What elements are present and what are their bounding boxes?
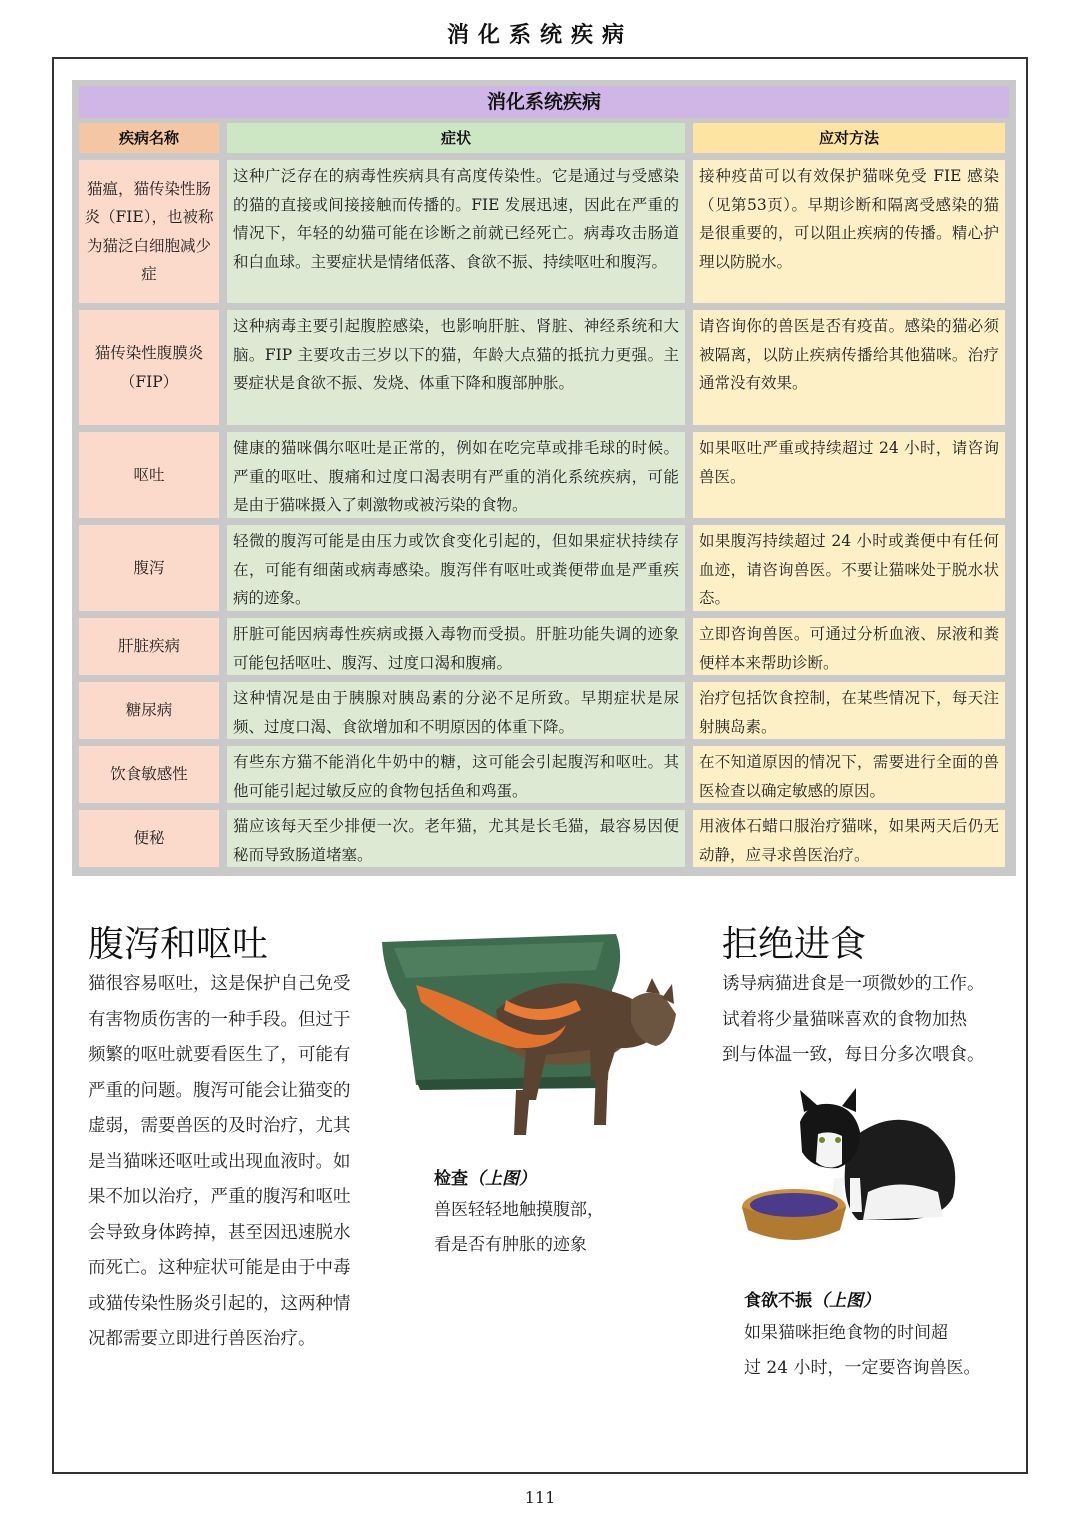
action-cell: 用液体石蜡口服治疗猫咪，如果两天后仍无动静，应寻求兽医治疗。 <box>693 810 1005 867</box>
refusing-food-text <box>722 967 1022 1074</box>
action-cell: 在不知道原因的情况下，需要进行全面的兽医检查以确定敏感的原因。 <box>693 746 1005 803</box>
disease-name-cell: 猫瘟，猫传染性肠炎（FIE），也被称为猫泛白细胞减少症 <box>79 160 219 303</box>
disease-name-cell: 腹泻 <box>79 525 219 611</box>
disease-name-cell: 呕吐 <box>79 432 219 518</box>
symptoms-cell: 猫应该每天至少排便一次。老年猫，尤其是长毛猫，最容易因便秘而导致肠道堵塞。 <box>227 810 685 867</box>
caption-exam-text <box>434 1193 604 1263</box>
disease-name-cell: 猫传染性腹膜炎（FIP） <box>79 310 219 425</box>
kitten-bowl-photo <box>738 1082 968 1262</box>
body-line: 频繁的呕吐就要看医生了，可能有 <box>88 1045 351 1065</box>
action-cell: 接种疫苗可以有效保护猫咪免受 FIE 感染（见第53页）。早期诊断和隔离受感染的猫是很重要的，可以阻止疾病的传播。精心护理以防脱水。 <box>693 160 1005 303</box>
body-line: 况都需要立即进行兽医治疗。 <box>88 1329 316 1349</box>
symptoms-cell: 轻微的腹泻可能是由压力或饮食变化引起的，但如果症状持续存在，可能有细菌或病毒感染。腹泻伴有呕吐或粪便带血是严重疾病的迹象。 <box>227 525 685 611</box>
col-header-symptoms: 症状 <box>227 123 685 153</box>
action-cell: 治疗包括饮食控制，在某些情况下，每天注射胰岛素。 <box>693 682 1005 739</box>
page-number: 111 <box>524 1488 556 1507</box>
disease-name-cell: 糖尿病 <box>79 682 219 739</box>
body-line: 虚弱，需要兽医的及时治疗，尤其 <box>88 1116 351 1136</box>
caption-line: 兽医轻轻地触摸腹部， <box>434 1200 604 1220</box>
symptoms-cell: 肝脏可能因病毒性疾病或摄入毒物而受损。肝脏功能失调的迹象可能包括呕吐、腹泻、过度口渴和腹痛。 <box>227 618 685 675</box>
action-cell: 如果腹泻持续超过 24 小时或粪便中有任何血迹，请咨询兽医。不要让猫咪处于脱水状态。 <box>693 525 1005 611</box>
running-title: 消化系统疾病 <box>446 22 633 48</box>
caption-line: 如果猫咪拒绝食物的时间超 <box>744 1323 948 1343</box>
symptoms-cell: 这种广泛存在的病毒性疾病具有高度传染性。它是通过与受感染的猫的直接或间接接触而传播的。FIE 发展迅速，因此在严重的情况下，年轻的幼猫可能在诊断之前就已经死亡。病毒攻击肠道和白血球。主要症状是情绪低落、食欲不振、持续呕吐和腹泻。 <box>227 160 685 303</box>
caption-appetite-title: 食欲不振（上图） <box>744 1291 880 1311</box>
action-cell: 立即咨询兽医。可通过分析血液、尿液和粪便样本来帮助诊断。 <box>693 618 1005 675</box>
table-grid <box>79 123 1009 867</box>
body-line: 有害物质伤害的一种手段。但过于 <box>88 1009 351 1030</box>
action-cell: 请咨询你的兽医是否有疫苗。感染的猫必须被隔离，以防止疾病传播给其他猫咪。治疗通常没有效果。 <box>693 310 1005 425</box>
caption-line: 看是否有肿胀的迹象 <box>434 1235 587 1255</box>
body-line: 会导致身体跨掉，甚至因迅速脱水 <box>88 1222 351 1243</box>
diarrhea-vomiting-text <box>88 967 378 1358</box>
body-line: 严重的问题。腹泻可能会让猫变的 <box>88 1080 351 1101</box>
disease-name-cell: 肝脏疾病 <box>79 618 219 675</box>
symptoms-cell: 健康的猫咪偶尔呕吐是正常的，例如在吃完草或排毛球的时候。严重的呕吐、腹痛和过度口渴表明有严重的消化系统疾病，可能是由于猫咪摄入了刺激物或被污染的食物。 <box>227 432 685 518</box>
symptoms-cell: 有些东方猫不能消化牛奶中的糖，这可能会引起腹泻和呕吐。其他可能引起过敏反应的食物包括鱼和鸡蛋。 <box>227 746 685 803</box>
col-header-name: 疾病名称 <box>79 123 219 153</box>
body-line: 是当猫咪还呕吐或出现血液时。如 <box>88 1151 351 1172</box>
disease-name-cell: 便秘 <box>79 810 219 867</box>
body-line: 诱导病猫进食是一项微妙的工作。 <box>722 974 985 994</box>
col-header-action: 应对方法 <box>693 123 1005 153</box>
body-line: 到与体温一致，每日分多次喂食。 <box>722 1045 985 1065</box>
symptoms-cell: 这种情况是由于胰腺对胰岛素的分泌不足所致。早期症状是尿频、过度口渴、食欲增加和不明原因的体重下降。 <box>227 682 685 739</box>
symptoms-cell: 这种病毒主要引起腹腔感染，也影响肝脏、肾脏、神经系统和大脑。FIP 主要攻击三岁以下的猫，年龄大点猫的抵抗力更强。主要症状是食欲不振、发烧、体重下降和腹部肿胀。 <box>227 310 685 425</box>
caption-line: 过 24 小时，一定要咨询兽医。 <box>744 1358 981 1378</box>
heading-diarrhea-vomiting: 腹泻和呕吐 <box>88 924 269 965</box>
caption-exam-title: 检查（上图） <box>434 1169 536 1189</box>
vet-exam-photo <box>376 930 686 1145</box>
body-line: 猫很容易呕吐，这是保护自己免受 <box>88 974 351 994</box>
body-line: 而死亡。这种症状可能是由于中毒 <box>88 1258 351 1278</box>
table-title: 消化系统疾病 <box>79 86 1009 118</box>
body-line: 果不加以治疗，严重的腹泻和呕吐 <box>88 1187 351 1207</box>
caption-appetite-text <box>744 1316 980 1386</box>
action-cell: 如果呕吐严重或持续超过 24 小时，请咨询兽医。 <box>693 432 1005 518</box>
disease-table <box>72 80 1016 876</box>
body-line: 试着将少量猫咪喜欢的食物加热 <box>722 1009 967 1030</box>
body-line: 或猫传染性肠炎引起的，这两种情 <box>88 1293 351 1314</box>
disease-name-cell: 饮食敏感性 <box>79 746 219 803</box>
heading-refusing-food: 拒绝进食 <box>722 924 867 965</box>
